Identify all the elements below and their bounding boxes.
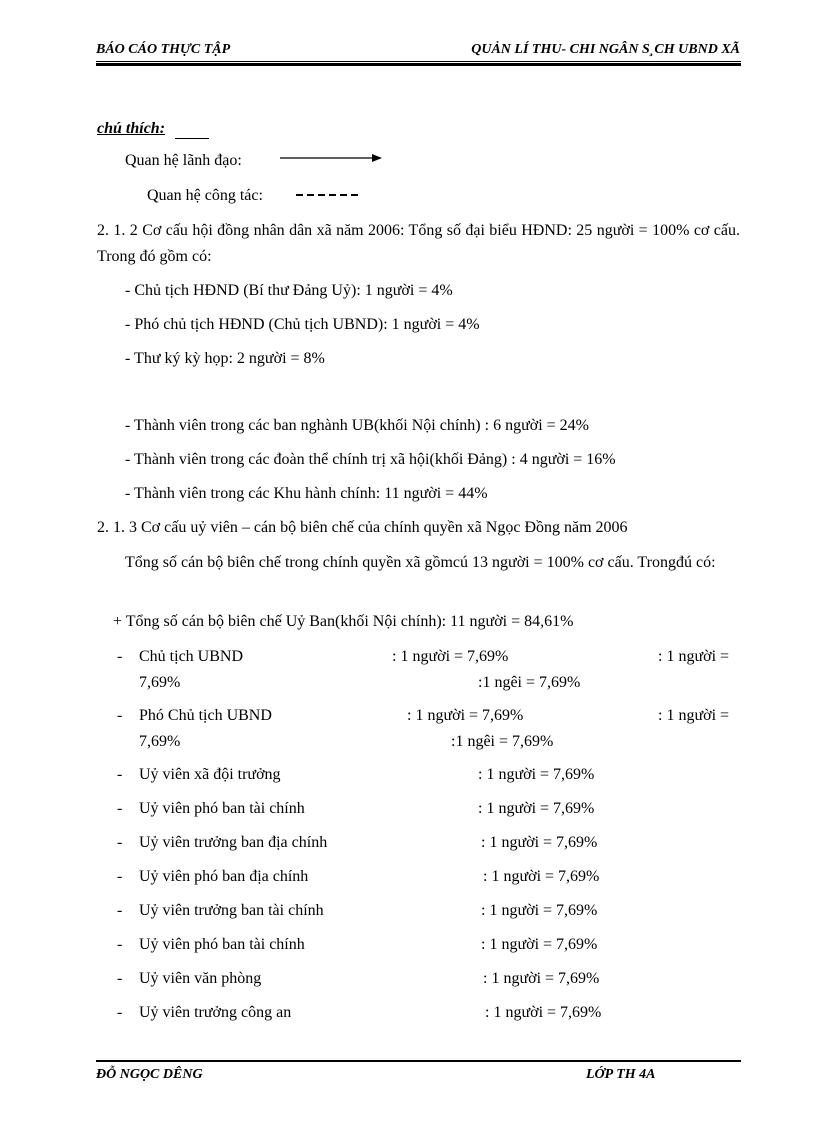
row-name: Chủ tịch UBND — [139, 648, 243, 665]
row-value: : 1 người = 7,69% — [392, 648, 509, 665]
member-name: Uỷ viên trưởng công an — [139, 1004, 292, 1021]
list-item: - Chủ tịch HĐND (Bí thư Đảng Uỷ): 1 người = 4% — [125, 282, 453, 299]
page-header — [96, 40, 740, 62]
list-item: - Phó chủ tịch HĐND (Chủ tịch UBND): 1 người = 4% — [125, 316, 480, 333]
row-dash: - — [117, 800, 123, 817]
member-value: : 1 người = 7,69% — [478, 766, 595, 783]
ubnd-summary: Tổng số cán bộ biên chế trong chính quyền xã gồmcú 13 người = 100% cơ cấu. Trongđú có: — [125, 554, 716, 571]
row-dash: - — [117, 648, 123, 665]
row-value-alt: : 1 người = — [658, 707, 730, 724]
footer-right: LỚP TH 4A — [586, 1067, 656, 1082]
row-dash: - — [117, 1004, 123, 1021]
member-name: Uỷ viên phó ban tài chính — [139, 800, 305, 817]
header-rule — [96, 61, 741, 62]
row-value: : 1 người = 7,69% — [407, 707, 524, 724]
legend-title: chú thích: — [97, 120, 166, 137]
list-item: - Thư ký kỳ họp: 2 người = 8% — [125, 350, 325, 367]
member-name: Uỷ viên văn phòng — [139, 970, 262, 987]
row-dash: - — [117, 834, 123, 851]
row-value-alt: : 1 người = — [658, 648, 730, 665]
row-value-dup: :1 ngêi = 7,69% — [478, 674, 581, 691]
member-name: Uỷ viên trưởng ban địa chính — [139, 834, 328, 851]
row-value-wrap: 7,69% — [139, 733, 181, 750]
ubnd-total: + Tổng số cán bộ biên chế Uỷ Ban(khối Nội chính): 11 người = 84,61% — [113, 613, 574, 630]
legend-work-label: Quan hệ công tác: — [147, 187, 263, 204]
list-item: - Thành viên trong các Khu hành chính: 11 người = 44% — [125, 485, 488, 502]
legend-title-underline — [175, 138, 209, 139]
dashed-line-icon — [296, 192, 366, 200]
row-value-dup: :1 ngêi = 7,69% — [451, 733, 554, 750]
member-value: : 1 người = 7,69% — [483, 868, 600, 885]
header-left: BÁO CÁO THỰC TẬP — [96, 42, 231, 57]
ubnd-heading: 2. 1. 3 Cơ cấu uỷ viên – cán bộ biên chế của chính quyền xã Ngọc Đồng năm 2006 — [97, 519, 628, 536]
row-dash: - — [117, 766, 123, 783]
member-name: Uỷ viên phó ban địa chính — [139, 868, 309, 885]
list-item: - Thành viên trong các ban nghành UB(khối Nội chính) : 6 người = 24% — [125, 417, 589, 434]
member-name: Uỷ viên trưởng ban tài chính — [139, 902, 324, 919]
hdnd-intro: 2. 1. 2 Cơ cấu hội đồng nhân dân xã năm 2006: Tổng số đại biểu HĐND: 25 người = 100% cơ cấu. Trong đó gồm có: — [97, 222, 740, 265]
row-dash: - — [117, 970, 123, 987]
row-dash: - — [117, 902, 123, 919]
row-dash: - — [117, 936, 123, 953]
member-value: : 1 người = 7,69% — [481, 902, 598, 919]
member-name: Uỷ viên xã đội trưởng — [139, 766, 281, 783]
arrow-solid-icon — [280, 153, 384, 165]
legend-lead-label: Quan hệ lãnh đạo: — [125, 152, 242, 169]
row-name: Phó Chủ tịch UBND — [139, 707, 272, 724]
header-right: QUẢN LÍ THU- CHI NGÂN S¸CH UBND XÃ — [471, 42, 740, 57]
row-dash: - — [117, 868, 123, 885]
member-value: : 1 người = 7,69% — [481, 834, 598, 851]
member-value: : 1 người = 7,69% — [485, 1004, 602, 1021]
member-value: : 1 người = 7,69% — [483, 970, 600, 987]
footer-left: ĐỖ NGỌC DÊNG — [96, 1067, 203, 1082]
member-name: Uỷ viên phó ban tài chính — [139, 936, 305, 953]
row-dash: - — [117, 707, 123, 724]
member-value: : 1 người = 7,69% — [481, 936, 598, 953]
row-value-wrap: 7,69% — [139, 674, 181, 691]
list-item: - Thành viên trong các đoàn thể chính trị xã hội(khối Đảng) : 4 người = 16% — [125, 451, 616, 468]
footer-rule — [96, 1060, 741, 1062]
header-rule-thick — [96, 63, 741, 66]
member-value: : 1 người = 7,69% — [478, 800, 595, 817]
